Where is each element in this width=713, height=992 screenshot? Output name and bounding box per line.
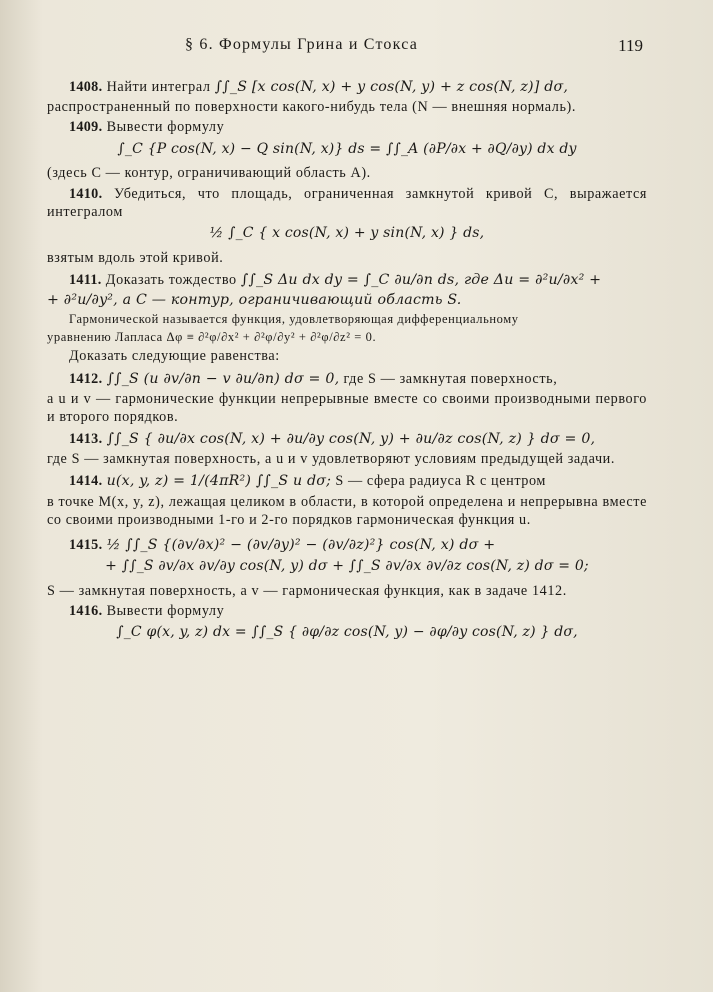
problem-number: 1412. [69, 370, 103, 387]
problem-text: в точке M(x, y, z), лежащая целиком в области, в которой определена и непрерывна вместе со своими производными 1-го и 2-го порядков гармоническая функция u. [47, 493, 647, 528]
problem-text: а u и v — гармонические функции непрерывные вместе со своими производными первого и второго порядков. [47, 390, 647, 425]
laplace-equation: уравнению Лапласа Δφ ≡ ∂²φ/∂x² + ∂²φ/∂y² + ∂²φ/∂z² = 0. [47, 330, 377, 345]
problem-number: 1414. [69, 473, 103, 490]
problem-lead: Вывести формулу [106, 603, 225, 620]
formula: ∫∫_S Δu dx dy = ∫_C ∂u/∂n ds, где Δu = ∂²u/∂x² + [240, 272, 602, 289]
page-number: 119 [618, 36, 643, 55]
problem-number: 1408. [69, 79, 103, 95]
section-lead: Доказать следующие равенства: [69, 348, 280, 365]
problem-text: S — замкнутая поверхность, а v — гармоническая функция, как в задаче 1412. [47, 582, 567, 599]
display-formula: ∫_C {P cos(N, x) − Q sin(N, x)} ds = ∫∫_A (∂P/∂x + ∂Q/∂y) dx dy [117, 140, 577, 157]
problem-text: где S — замкнутая поверхность, а u и v удовлетворяют условиям предыдущей задачи. [47, 451, 616, 468]
problem-number: 1415. [69, 536, 103, 553]
display-formula: ∫_C φ(x, y, z) dx = ∫∫_S { ∂φ/∂z cos(N, y) − ∂φ/∂y cos(N, z) } dσ, [116, 624, 578, 641]
page-header [0, 36, 713, 60]
problem-lead: где S — замкнутая поверхность, [343, 370, 558, 387]
problem-1412 [47, 370, 647, 388]
problem-1408 [47, 78, 647, 96]
problem-text: (здесь C — контур, ограничивающий область A). [47, 165, 371, 182]
formula: ∫∫_S { ∂u/∂x cos(N, x) + ∂u/∂y cos(N, y) + ∂u/∂z cos(N, z) } dσ = 0, [106, 431, 596, 448]
display-formula: + ∫∫_S ∂v/∂x ∂v/∂y cos(N, y) dσ + ∫∫_S ∂v/∂x ∂v/∂z cos(N, z) dσ = 0; [105, 558, 589, 575]
running-head: § 6. Формулы Грина и Стокса [185, 36, 419, 53]
display-formula: ½ ∫_C { x cos(N, x) + y sin(N, x) } ds, [209, 224, 485, 241]
problem-1416 [47, 602, 647, 620]
problem-1411 [47, 271, 647, 289]
problem-number: 1409. [69, 119, 103, 136]
formula-continuation: + ∂²u/∂y², а C — контур, ограничивающий область S. [47, 292, 462, 309]
problem-lead: Доказать тождество [105, 272, 237, 289]
problem-text: взятым вдоль этой кривой. [47, 249, 224, 266]
problem-number: 1413. [69, 431, 103, 448]
problem-lead: Убедиться, что площадь, ограниченная замкнутой кривой C, выражается интегралом [47, 185, 647, 220]
problem-1414 [47, 472, 647, 490]
problem-number: 1416. [69, 603, 103, 620]
problem-number: 1411. [69, 272, 102, 289]
problem-number: 1410. [69, 185, 103, 202]
problem-1413 [47, 430, 647, 448]
formula: ∫∫_S [x cos(N, x) + y cos(N, y) + z cos(N, z)] dσ, [214, 79, 569, 95]
problem-1415 [47, 536, 647, 554]
definition-note: Гармонической называется функция, удовлетворяющая дифференциальному [69, 312, 519, 327]
problem-lead: Вывести формулу [106, 119, 225, 136]
problem-lead: S — сфера радиуса R с центром [335, 473, 546, 490]
formula: ½ ∫∫_S {(∂v/∂x)² − (∂v/∂y)² − (∂v/∂z)²} cos(N, x) dσ + [106, 536, 496, 553]
formula: u(x, y, z) = 1/(4πR²) ∫∫_S u dσ; [106, 473, 332, 490]
problem-text: распространенный по поверхности какого-нибудь тела (N — внешняя нормаль). [47, 99, 577, 116]
page-body [47, 78, 647, 648]
problem-1410 [47, 185, 647, 221]
formula: ∫∫_S (u ∂v/∂n − v ∂u/∂n) dσ = 0, [106, 370, 340, 387]
problem-lead: Найти интеграл [106, 79, 211, 95]
problem-1409 [47, 118, 647, 136]
